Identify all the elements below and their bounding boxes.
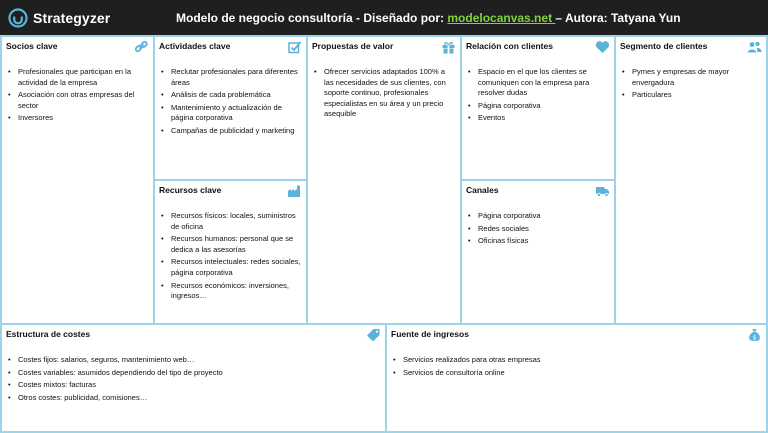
page-title [176, 11, 681, 25]
block-title: Socios clave [6, 41, 58, 51]
block-value-propositions [306, 35, 462, 325]
block-title: Relación con clientes [466, 41, 553, 51]
list [7, 355, 381, 405]
list [621, 67, 762, 103]
block-key-partners [0, 35, 155, 325]
list-item: • Página corporativa [467, 101, 610, 112]
block-customer-relationships [460, 35, 616, 181]
list [160, 211, 302, 304]
list-item: • Página corporativa [467, 211, 610, 222]
logo-text: Strategyzer [33, 10, 111, 26]
list [7, 67, 149, 126]
block-title: Propuestas de valor [312, 41, 394, 51]
list-item: • Ofrecer servicios adaptados 100% a las necesidades de sus clientes, con soporte continuo, profesionales especialistas en su área y un precio asequible [313, 67, 456, 120]
tag-icon [366, 328, 381, 342]
block-cost-structure [0, 323, 387, 433]
title-prefix: Modelo de negocio consultoría - Diseñado por: [176, 11, 448, 25]
list [160, 67, 302, 139]
list-item: • Asociación con otras empresas del sector [7, 90, 149, 111]
list-item: • Reclutar profesionales para diferentes áreas [160, 67, 302, 88]
list-item: • Costes fijos: salarios, seguros, mantenimiento web… [7, 355, 381, 366]
block-key-resources [153, 179, 308, 325]
list [313, 67, 456, 122]
truck-icon [595, 184, 610, 198]
strategyzer-logo-icon [8, 8, 28, 28]
title-suffix: – Autora: Tatyana Yun [555, 11, 681, 25]
block-title: Fuente de ingresos [391, 329, 469, 339]
list-item: • Costes mixtos: facturas [7, 380, 381, 391]
gift-icon [441, 40, 456, 54]
list-item: • Pymes y empresas de mayor envergadura [621, 67, 762, 88]
list-item: • Profesionales que participan en la actividad de la empresa [7, 67, 149, 88]
list-item: • Eventos [467, 113, 610, 124]
list-item: • Espacio en el que los clientes se comuniquen con la empresa para resolver dudas [467, 67, 610, 99]
list-item: • Recursos físicos: locales, suministros de oficina [160, 211, 302, 232]
list-item: • Campañas de publicidad y marketing [160, 126, 302, 137]
factory-icon [287, 184, 302, 198]
list-item: • Recursos intelectuales: redes sociales, página corporativa [160, 257, 302, 278]
svg-text:$: $ [752, 334, 757, 342]
block-title: Actividades clave [159, 41, 231, 51]
block-key-activities [153, 35, 308, 181]
money-bag-icon [747, 328, 762, 342]
list-item: • Redes sociales [467, 224, 610, 235]
list-item: • Costes variables: asumidos dependiendo del tipo de proyecto [7, 368, 381, 379]
block-channels [460, 179, 616, 325]
list-item: • Inversores [7, 113, 149, 124]
checkbox-icon [287, 40, 302, 54]
list [467, 211, 610, 249]
link-icon [134, 40, 149, 54]
list-item: • Servicios realizados para otras empresas [392, 355, 762, 366]
block-title: Estructura de costes [6, 329, 91, 339]
list-item: • Recursos humanos: personal que se dedica a las asesorías [160, 234, 302, 255]
list-item: • Otros costes: publicidad, comisiones… [7, 393, 381, 404]
list-item: • Particulares [621, 90, 762, 101]
list-item: • Servicios de consultoría online [392, 368, 762, 379]
users-icon [747, 40, 762, 54]
list-item: • Oficinas físicas [467, 236, 610, 247]
block-title: Canales [466, 185, 499, 195]
list-item: • Mantenimiento y actualización de página corporativa [160, 103, 302, 124]
strategyzer-logo[interactable] [8, 7, 110, 29]
list-item: • Análisis de cada problemática [160, 90, 302, 101]
title-link[interactable]: modelocanvas.net [447, 11, 556, 25]
heart-icon [595, 40, 610, 54]
block-title: Segmento de clientes [620, 41, 708, 51]
list [467, 67, 610, 126]
list-item: • Recursos económicos: inversiones, ingresos… [160, 281, 302, 302]
list [392, 355, 762, 380]
block-title: Recursos clave [159, 185, 222, 195]
block-customer-segments [614, 35, 768, 325]
header-bar [0, 0, 768, 36]
block-revenue-streams [385, 323, 768, 433]
